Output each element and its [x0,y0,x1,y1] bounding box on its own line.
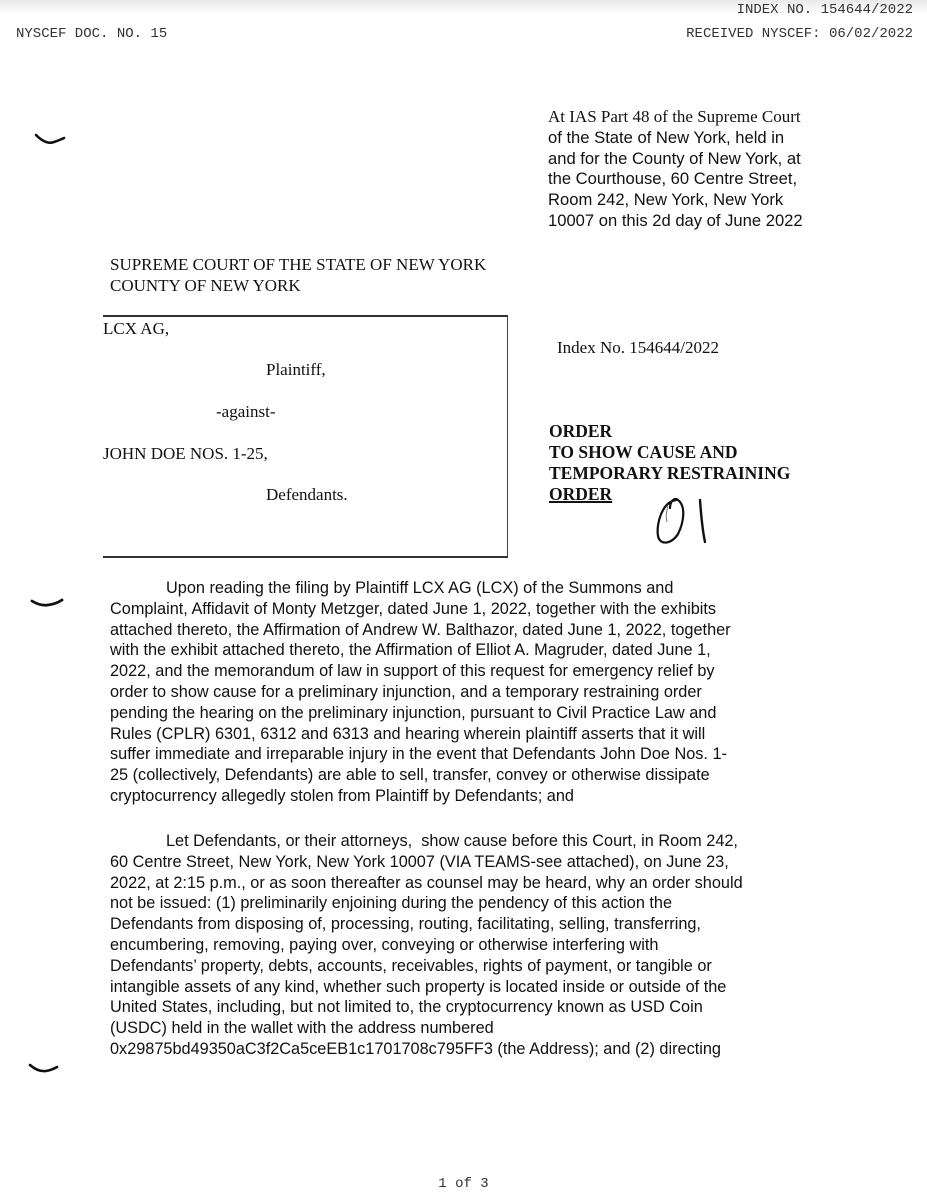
paragraph-line: 2022, and the memorandum of law in support of this request for emergency relief by [110,662,715,681]
plaintiff-name: LCX AG, [103,319,170,338]
court-county-line: COUNTY OF NEW YORK [110,276,301,295]
nyscef-doc-number: NYSCEF DOC. NO. 15 [16,26,168,42]
order-title [549,421,790,505]
page-number: 1 of 3 [438,1176,489,1192]
order-paragraph [110,831,830,1060]
court-location-block [548,107,803,232]
paragraph-line: Defendants from disposing of, processing, routing, facilitating, selling, transferring, [110,915,701,934]
defendant-name: JOHN DOE NOS. 1-25, [103,444,268,463]
margin-mark-icon [34,132,66,148]
margin-mark-icon [30,597,64,611]
case-index-number: Index No. 154644/2022 [557,338,719,357]
paragraph-line: pending the hearing on the preliminary injunction, pursuant to Civil Practice Law and [110,703,717,722]
paragraph-line: 60 Centre Street, New York, New York 10007 (VIA TEAMS-see attached), on June 23, [110,852,729,871]
case-caption-box [103,315,508,558]
court-location-line: At IAS Part 48 of the Supreme Court [548,107,801,126]
defendant-role: Defendants. [266,485,348,504]
court-title-line: SUPREME COURT OF THE STATE OF NEW YORK [110,255,487,274]
index-number-stamp: INDEX NO. 154644/2022 [736,2,913,18]
court-location-line: of the State of New York, held in [548,127,785,147]
paragraph-line: cryptocurrency allegedly stolen from Plaintiff by Defendants; and [110,786,574,805]
order-title-line: ORDER [549,421,613,441]
paragraph-line: attached thereto, the Affirmation of Andrew W. Balthazor, dated June 1, 2022, together [110,620,731,639]
paragraph-line: (USDC) held in the wallet with the address numbered [110,1019,494,1038]
court-title [110,254,486,296]
paragraph-line: with the exhibit attached thereto, the Affirmation of Elliot A. Magruder, dated June 1, [110,641,711,660]
order-title-line: TO SHOW CAUSE AND [549,442,738,462]
paragraph-line: Rules (CPLR) 6301, 6312 and 6313 and hearing wherein plaintiff asserts that it will [110,724,706,743]
paragraph-line: 2022, at 2:15 p.m., or as soon thereafter as counsel may be heard, why an order should [110,873,743,892]
recital-paragraph [110,578,830,807]
court-location-line: Room 242, New York, New York [548,190,784,210]
paragraph-line: Upon reading the filing by Plaintiff LCX AG (LCX) of the Summons and [166,579,674,597]
court-location-line: 10007 on this 2d day of June 2022 [548,210,803,230]
margin-mark-icon [28,1062,60,1076]
received-date-stamp: RECEIVED NYSCEF: 06/02/2022 [686,26,913,42]
paragraph-line: intangible assets of any kind, whether such property is located inside or outside of the [110,977,727,996]
paragraph-line: Defendants’ property, debts, accounts, receivables, rights of payment, or tangible or [110,956,712,975]
paragraph-line: encumbering, removing, paying over, conveying or otherwise interfering with [110,935,659,954]
paragraph-line: 25 (collectively, Defendants) are able to sell, transfer, convey or otherwise dissipate [110,766,710,785]
paragraph-line: not be issued: (1) preliminarily enjoining during the pendency of this action the [110,894,673,913]
against-label: -against- [216,402,276,421]
wallet-address-line: 0x29875bd49350aC3f2Ca5ceEB1c1701708c795FF3 (the Address); and (2) directing [110,1039,721,1058]
paragraph-line: order to show cause for a preliminary injunction, and a temporary restraining order [110,682,702,701]
paragraph-line: United States, including, but not limited to, the cryptocurrency known as USD Coin [110,998,703,1017]
handwritten-annotation-icon [652,494,716,550]
court-location-line: and for the County of New York, at [548,148,801,168]
paragraph-line: Complaint, Affidavit of Monty Metzger, dated June 1, 2022, together with the exhibits [110,599,717,618]
order-title-line: TEMPORARY RESTRAINING [549,463,791,483]
plaintiff-role: Plaintiff, [266,360,326,379]
paragraph-line: Let Defendants, or their attorneys, show cause before this Court, in Room 242, [166,832,738,850]
order-title-line-underlined: ORDER [549,484,613,504]
court-location-line: the Courthouse, 60 Centre Street, [548,169,798,189]
paragraph-line: suffer immediate and irreparable injury in the event that Defendants John Doe Nos. 1- [110,745,727,764]
